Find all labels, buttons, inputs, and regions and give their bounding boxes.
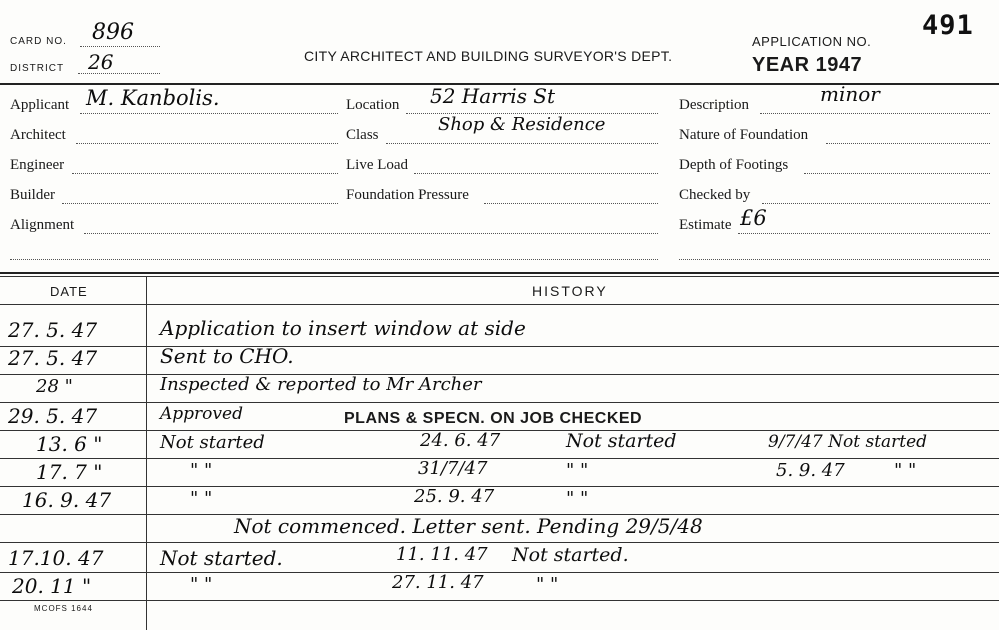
row7-date-2: 25. 9. 47 (414, 486, 495, 507)
table-row-history: Not started. (160, 546, 283, 570)
year-label: YEAR 1947 (752, 54, 863, 76)
location-label: Location (346, 97, 400, 113)
description-dotted-line (760, 113, 990, 114)
district-dotted-line (78, 73, 160, 74)
history-column-header: HISTORY (532, 283, 608, 299)
class-value: Shop & Residence (438, 114, 606, 135)
alignment-extra-line (10, 259, 658, 260)
table-header-rule (0, 304, 999, 305)
table-row-date: 13. 6 " (36, 432, 103, 456)
table-row-date: 27. 5. 47 (8, 346, 98, 370)
row8-note: Not commenced. Letter sent. Pending 29/5/48 (234, 514, 703, 538)
table-row-date: 29. 5. 47 (8, 404, 98, 428)
estimate-extra-line (679, 259, 990, 260)
table-row-history: " " (190, 460, 213, 481)
foundation-pressure-label: Foundation Pressure (346, 187, 469, 203)
table-row-history: Inspected & reported to Mr Archer (160, 374, 482, 395)
architect-label: Architect (10, 127, 66, 143)
row6-ditto-2: " " (566, 460, 589, 481)
table-row-history: Application to insert window at side (160, 316, 526, 340)
depth-dotted-line (804, 173, 990, 174)
estimate-dotted-line (738, 233, 990, 234)
checked-stamp: PLANS & SPECN. ON JOB CHECKED (344, 410, 643, 427)
architect-dotted-line (76, 143, 338, 144)
row10-date-2: 27. 11. 47 (392, 572, 484, 593)
table-row-history: Not started (160, 432, 265, 453)
card-no-dotted-line (80, 46, 160, 47)
applicant-label: Applicant (10, 97, 70, 113)
engineer-label: Engineer (10, 157, 65, 173)
description-value: minor (820, 82, 880, 106)
table-row-date: 17.10. 47 (8, 546, 104, 570)
description-label: Description (679, 97, 749, 113)
card-no-label: CARD NO. (10, 36, 67, 47)
table-row-date: 16. 9. 47 (22, 488, 112, 512)
card-no-value: 896 (92, 20, 134, 45)
row-line-3 (0, 402, 999, 403)
class-label: Class (346, 127, 379, 143)
applicant-dotted-line (80, 113, 338, 114)
builder-dotted-line (62, 203, 338, 204)
checked-by-label: Checked by (679, 187, 751, 203)
row-line-2 (0, 374, 999, 375)
row5-date-2: 24. 6. 47 (420, 430, 501, 451)
application-number: 491 (922, 10, 974, 41)
district-value: 26 (88, 50, 114, 74)
row-line-10 (0, 600, 999, 601)
table-row-date: 20. 11 " (12, 574, 92, 598)
department-title: CITY ARCHITECT AND BUILDING SURVEYOR'S DEPT. (304, 48, 673, 64)
applicant-value: M. Kanbolis. (86, 86, 220, 110)
location-value: 52 Harris St (430, 84, 556, 108)
alignment-dotted-line (84, 233, 658, 234)
application-no-label: APPLICATION NO. (752, 34, 872, 49)
row5-date-status-3: 9/7/47 Not started (768, 432, 928, 452)
row-line-1 (0, 346, 999, 347)
alignment-label: Alignment (10, 217, 75, 233)
estimate-label: Estimate (679, 217, 732, 233)
table-row-history: " " (190, 488, 213, 509)
class-dotted-line (386, 143, 658, 144)
row5-status-2: Not started (566, 430, 677, 452)
live-load-label: Live Load (346, 157, 409, 173)
nature-dotted-line (826, 143, 990, 144)
row9-status-2: Not started. (512, 544, 629, 566)
row6-date-3: 5. 9. 47 (776, 460, 845, 481)
row9-date-2: 11. 11. 47 (396, 544, 488, 565)
table-top-rule (0, 272, 999, 274)
date-column-header: DATE (50, 284, 88, 299)
table-top-rule-inner (0, 276, 999, 277)
table-row-date: 17. 7 " (36, 460, 103, 484)
row-line-6 (0, 486, 999, 487)
nature-of-foundation-label: Nature of Foundation (679, 127, 809, 143)
table-row-history: Sent to CHO. (160, 344, 294, 368)
table-row-date: 28 " (36, 376, 73, 397)
district-label: DISTRICT (10, 63, 65, 74)
row6-ditto-3: " " (894, 460, 917, 481)
estimate-value: £6 (740, 206, 767, 230)
live-load-dotted-line (414, 173, 658, 174)
engineer-dotted-line (72, 173, 338, 174)
row6-date-2: 31/7/47 (418, 458, 488, 479)
row-line-5 (0, 458, 999, 459)
row7-ditto-2: " " (566, 488, 589, 509)
table-row-history: Approved (160, 404, 243, 424)
table-column-divider (146, 276, 147, 630)
depth-of-footings-label: Depth of Footings (679, 157, 789, 173)
builder-label: Builder (10, 187, 55, 203)
foundation-pressure-dotted-line (484, 203, 658, 204)
row-line-8 (0, 542, 999, 543)
row10-ditto-2: " " (536, 574, 559, 595)
row-line-9 (0, 572, 999, 573)
checked-dotted-line (762, 203, 990, 204)
print-code: MCOFS 1644 (34, 604, 93, 613)
table-row-date: 27. 5. 47 (8, 318, 98, 342)
table-row-history: " " (190, 574, 213, 595)
